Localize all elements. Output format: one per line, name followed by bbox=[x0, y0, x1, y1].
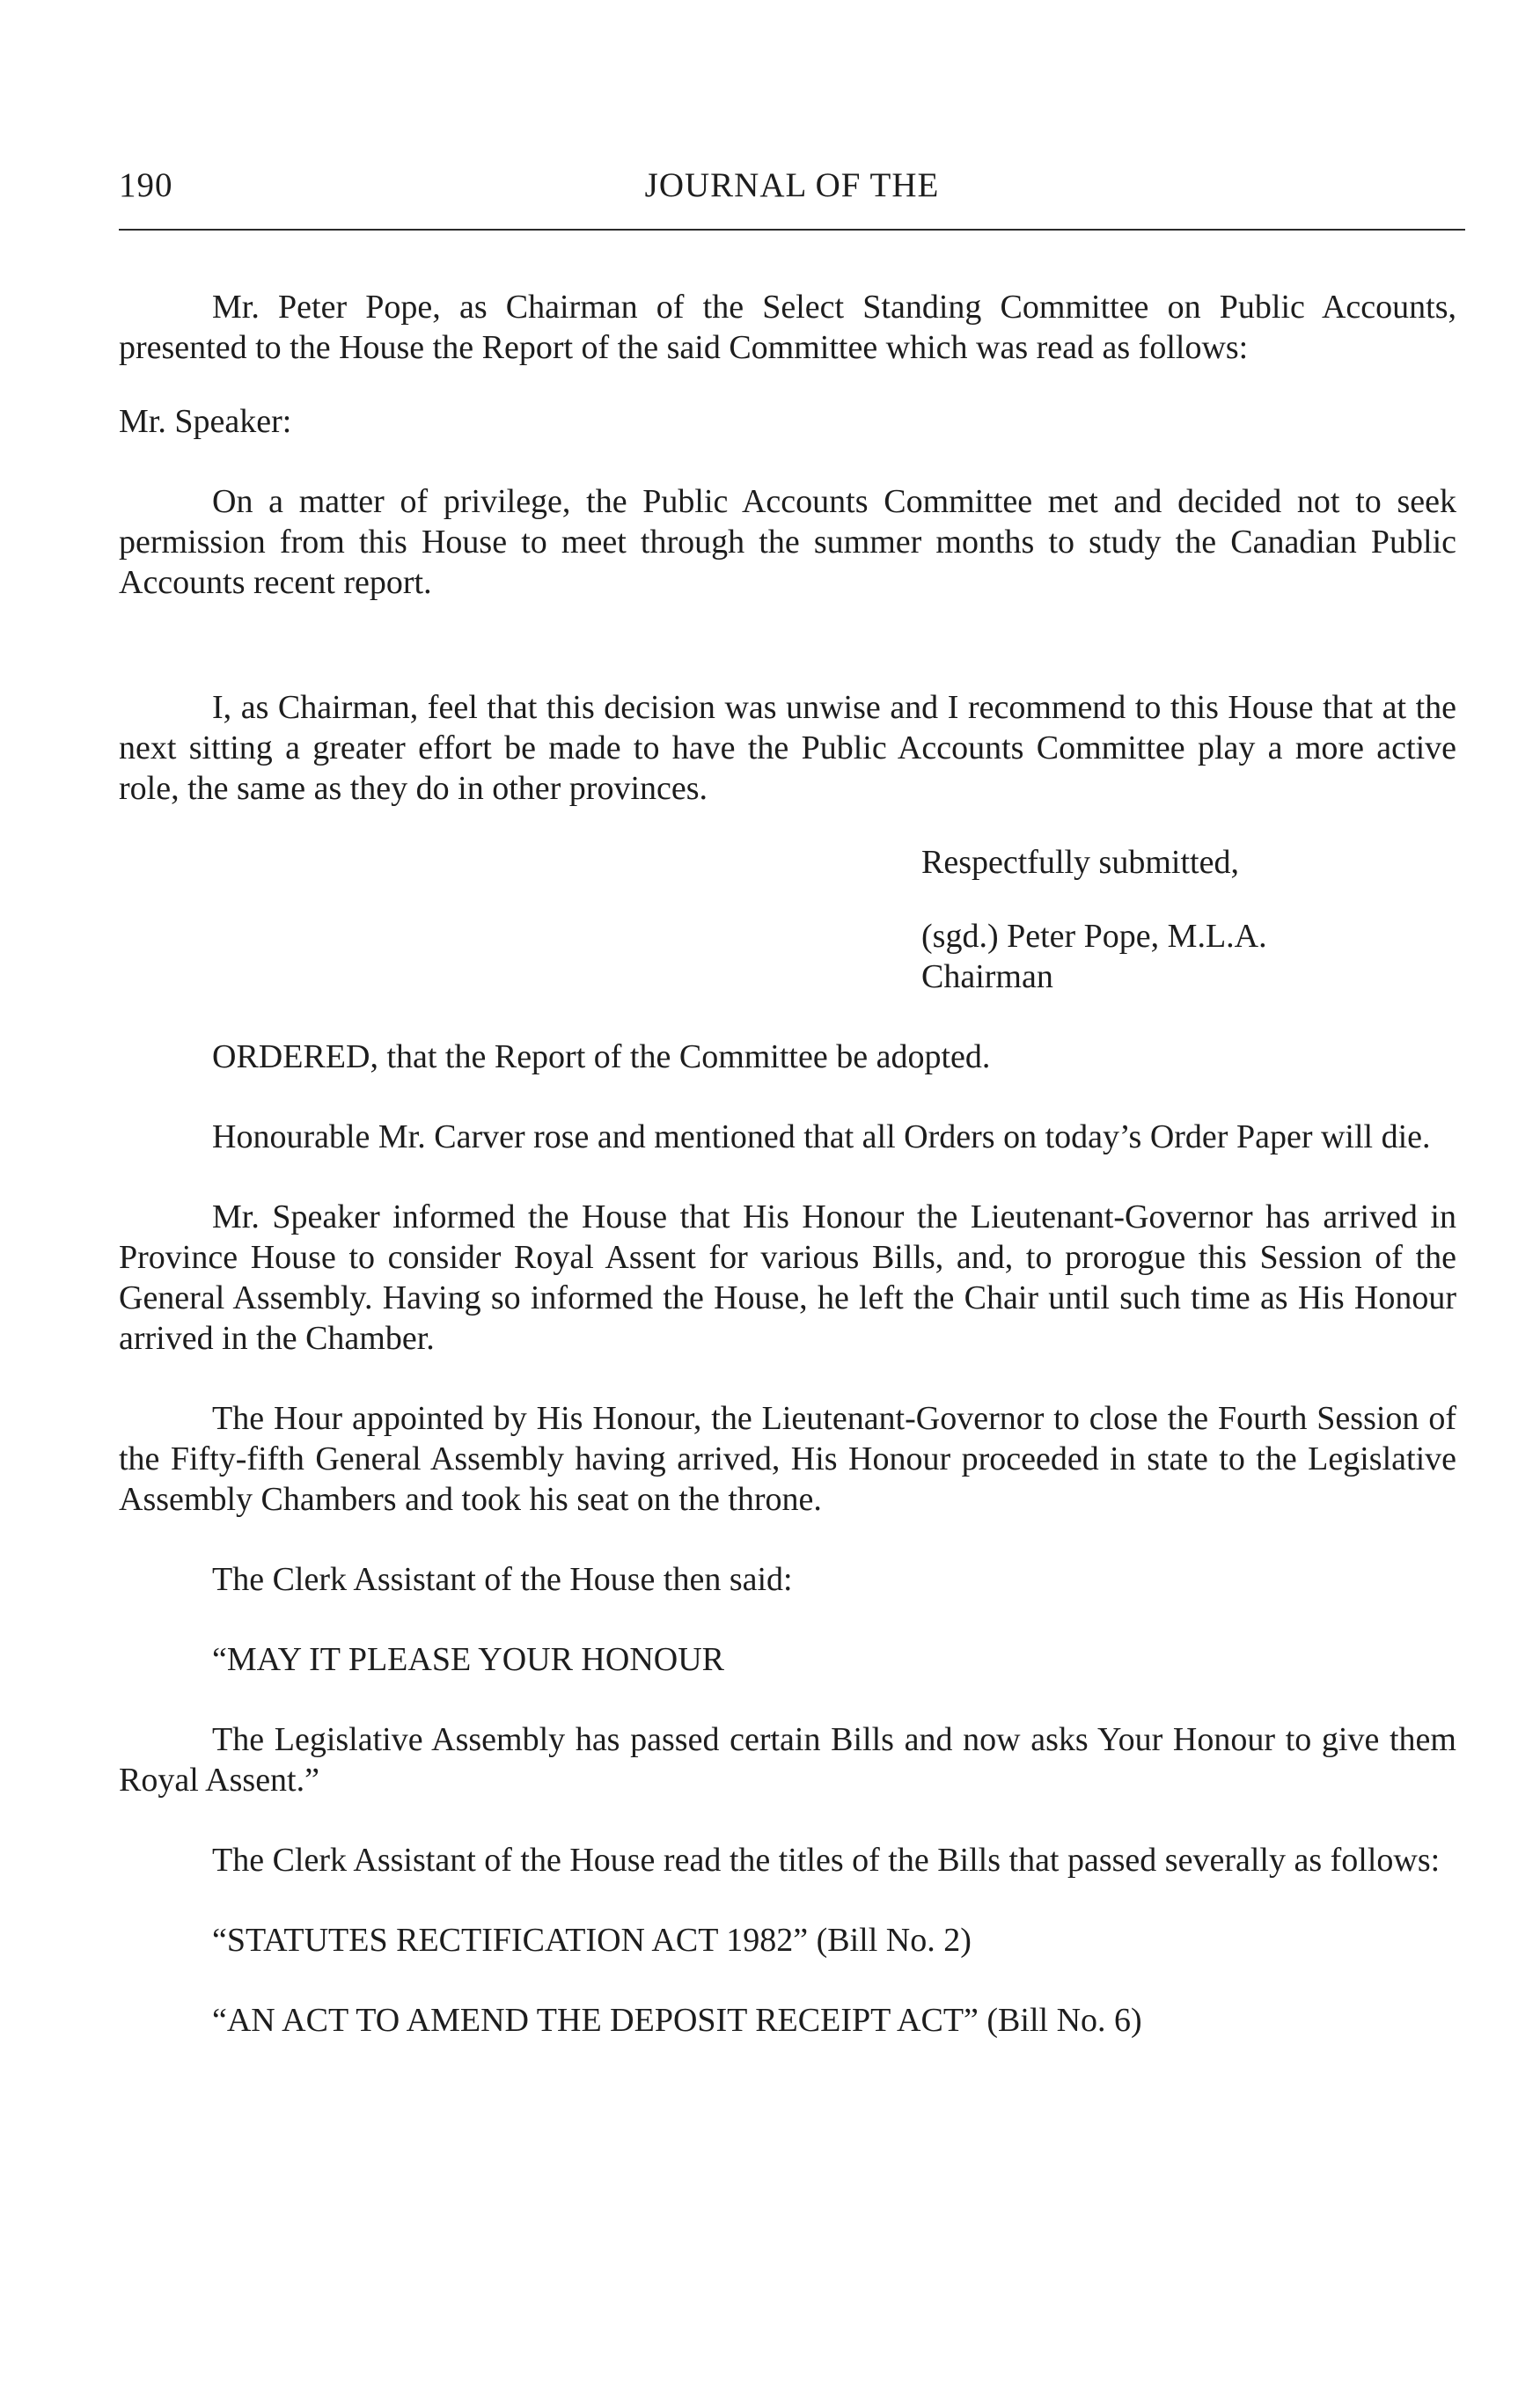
carver-paragraph: Honourable Mr. Carver rose and mentioned that all Orders on today’s Order Paper will die. bbox=[212, 1118, 1431, 1155]
speaker-paragraph: Mr. Speaker informed the House that His Honour the Lieutenant-Governor has arrived in Province House to consider Royal Assent for various Bills, and, to prorogue this Session of the General Assembly. Having so informed the House, he left the Chair until such time as His Honour arrived in the Chamber. bbox=[119, 1198, 1456, 1357]
bill-titles-paragraph: The Clerk Assistant of the House read the titles of the Bills that passed severally as follows: bbox=[212, 1842, 1441, 1879]
closing-line: Respectfully submitted, bbox=[921, 844, 1239, 881]
ordered-paragraph: ORDERED, that the Report of the Committee be adopted. bbox=[212, 1038, 991, 1075]
signature-title: Chairman bbox=[921, 958, 1053, 995]
page-header bbox=[119, 165, 1465, 218]
running-title: JOURNAL OF THE bbox=[644, 166, 940, 204]
address-line: “MAY IT PLEASE YOUR HONOUR bbox=[212, 1641, 724, 1678]
bill-title-item: “AN ACT TO AMEND THE DEPOSIT RECEIPT ACT” (Bill No. 6) bbox=[212, 2002, 1142, 2039]
recommendation-paragraph: I, as Chairman, feel that this decision was unwise and I recommend to this House that at the next sitting a greater effort be made to have the Public Accounts Committee play a more active role, the same as they do in other provinces. bbox=[119, 689, 1456, 807]
page-body bbox=[119, 287, 1456, 2041]
report-intro-paragraph: Mr. Peter Pope, as Chairman of the Select Standing Committee on Public Accounts, presented to the House the Report of the said Committee which was read as follows: bbox=[119, 289, 1456, 366]
hour-appointed-paragraph: The Hour appointed by His Honour, the Lieutenant-Governor to close the Fourth Session of the Fifty-fifth General Assembly having arrived, His Honour proceeded in state to the Legislative Assembly Chambers and took his seat on the throne. bbox=[119, 1400, 1456, 1518]
bill-title-item: “STATUTES RECTIFICATION ACT 1982” (Bill No. 2) bbox=[212, 1922, 972, 1959]
signature-line: (sgd.) Peter Pope, M.L.A. bbox=[921, 918, 1267, 955]
page-number: 190 bbox=[119, 166, 173, 204]
privilege-paragraph: On a matter of privilege, the Public Accounts Committee met and decided not to seek permission from this House to meet through the summer months to study the Canadian Public Accounts recent report. bbox=[119, 483, 1456, 601]
header-rule bbox=[119, 229, 1465, 231]
salutation: Mr. Speaker: bbox=[119, 403, 292, 440]
assent-request-paragraph: The Legislative Assembly has passed certain Bills and now asks Your Honour to give them Royal Assent.” bbox=[119, 1721, 1456, 1799]
clerk-said-paragraph: The Clerk Assistant of the House then said: bbox=[212, 1561, 793, 1598]
